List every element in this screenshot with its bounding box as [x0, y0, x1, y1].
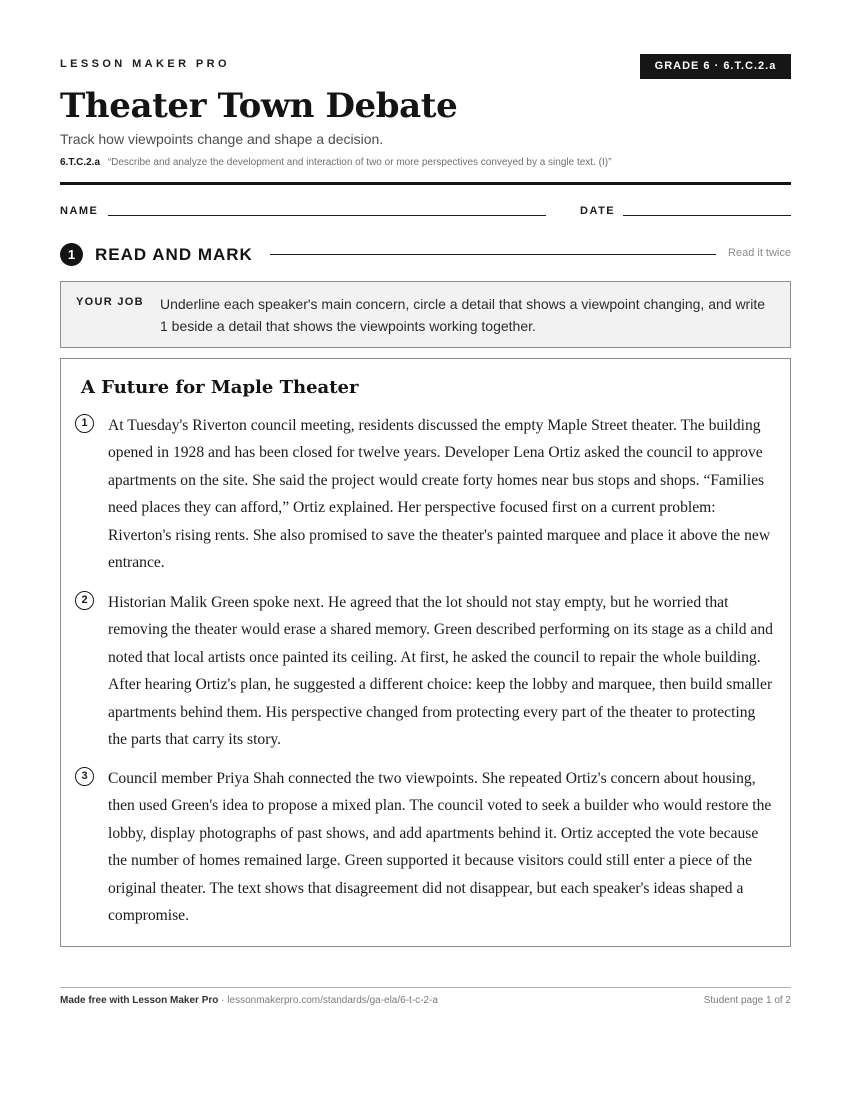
- section-note: Read it twice: [728, 247, 791, 259]
- paragraph-number: 3: [75, 767, 94, 786]
- brand-name: LESSON MAKER PRO: [60, 58, 230, 70]
- grade-badge: GRADE 6 · 6.T.C.2.a: [640, 54, 791, 79]
- passage-paragraph: Council member Priya Shah connected the two viewpoints. She repeated Ortiz's concern about housing, then used Green's idea to propose a mixed plan. The council voted to seek a builder who would restore the lobby, display photographs of past shows, and add apartments behind it. Ortiz accepted the vote because the number of homes remained large. Green supported it because visitors could still enter a piece of the original theater. The text shows that disagreement did not disappear, but each speaker's ideas shaped a compromise.: [108, 770, 772, 925]
- standard-line: [60, 157, 611, 168]
- name-field[interactable]: [108, 215, 546, 216]
- standard-code: 6.T.C.2.a: [60, 157, 101, 168]
- reading-passage: [60, 358, 791, 947]
- footer-separator: ·: [218, 995, 228, 1006]
- footer-credit: [60, 995, 438, 1006]
- instructions-text: Underline each speaker's main concern, circle a detail that shows a viewpoint changing, and write 1 beside a detail that shows the viewpoints working together.: [160, 296, 766, 334]
- worksheet-page: [60, 0, 791, 1100]
- header-divider: [60, 182, 791, 185]
- paragraph-number: 1: [75, 414, 94, 433]
- section-title: READ AND MARK: [95, 245, 253, 264]
- section-number-badge: 1: [60, 243, 83, 266]
- instructions-box: [60, 281, 791, 348]
- standard-text: “Describe and analyze the development and interaction of two or more perspectives conveyed by a single text. (I)”: [107, 157, 612, 168]
- date-field[interactable]: [623, 215, 791, 216]
- footer-divider: [60, 987, 791, 988]
- passage-title: A Future for Maple Theater: [81, 377, 359, 398]
- name-label: NAME: [60, 205, 99, 217]
- footer-url[interactable]: lessonmakerpro.com/standards/ga-ela/6-t-c-2-a: [227, 995, 438, 1006]
- section-divider: [270, 254, 716, 255]
- instructions-label: YOUR JOB: [76, 296, 144, 308]
- page-number: Student page 1 of 2: [703, 995, 791, 1006]
- paragraph-number: 2: [75, 591, 94, 610]
- date-label: DATE: [580, 205, 616, 217]
- passage-paragraph: At Tuesday's Riverton council meeting, residents discussed the empty Maple Street theater. The building opened in 1928 and has been closed for twelve years. Developer Lena Ortiz asked the council to approve apartments on the site. She said the project would create forty homes near bus stops and shops. “Families need places they can afford,” Ortiz explained. Her perspective focused first on a current problem: Riverton's rising rents. She also promised to save the theater's painted marquee and place it above the new entrance.: [108, 417, 771, 572]
- page-subtitle: Track how viewpoints change and shape a decision.: [60, 131, 384, 147]
- page-title: Theater Town Debate: [60, 86, 458, 126]
- footer-made-with: Made free with Lesson Maker Pro: [60, 995, 219, 1006]
- passage-paragraph: Historian Malik Green spoke next. He agreed that the lot should not stay empty, but he worried that removing the theater would erase a shared memory. Green described performing on its stage as a child and noted that local artists once painted its ceiling. At first, he asked the council to repair the whole building. After hearing Ortiz's plan, he suggested a different choice: keep the lobby and marquee, then build smaller apartments behind them. His perspective changed from protecting every part of the theater to protecting the parts that carry its story.: [108, 594, 773, 749]
